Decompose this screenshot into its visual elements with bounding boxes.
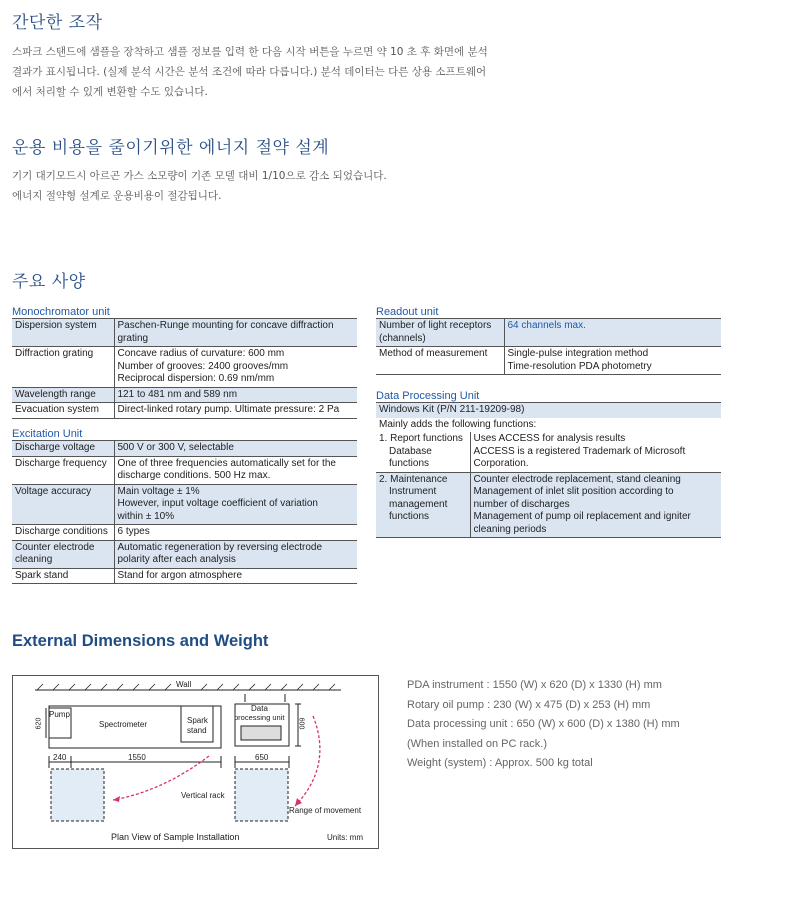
data-processing-heading: Data Processing Unit <box>376 390 480 402</box>
diagram-caption: Plan View of Sample Installation <box>111 832 240 842</box>
spec-key: Discharge voltage <box>12 441 114 457</box>
dimensions-list <box>407 676 787 774</box>
plan-view-diagram <box>12 675 379 849</box>
spec-value: 64 channels max. <box>504 319 721 347</box>
monochromator-table <box>12 318 357 419</box>
spec-key: Method of measurement <box>376 347 504 375</box>
dimension-line: PDA instrument : 1550 (W) x 620 (D) x 1330 (H) mm <box>407 679 662 691</box>
excitation-table <box>12 440 357 584</box>
stand-label: stand <box>187 726 207 735</box>
units-label: Units: mm <box>327 833 363 842</box>
data-processing-spec <box>376 390 721 538</box>
simple-operation-text <box>12 42 532 102</box>
spec-key: Dispersion system <box>12 319 114 347</box>
range-of-movement-label: Range of movement <box>289 806 362 815</box>
spec-value: 121 to 481 nm and 589 nm <box>114 387 357 403</box>
dimension-240: 240 <box>53 753 67 762</box>
spec-key: Diffraction grating <box>12 347 114 388</box>
monochromator-heading: Monochromator unit <box>12 306 110 318</box>
section-title-simple-operation: 간단한 조작 <box>12 13 103 33</box>
paragraph-line: 스파크 스탠드에 샘플을 장착하고 샘플 정보를 입력 한 다음 시작 버튼을 누르면 약 10 초 후 화면에 분석 <box>12 46 488 58</box>
excitation-spec <box>12 428 357 584</box>
spec-key: Voltage accuracy <box>12 484 114 525</box>
rack-area-left <box>51 769 104 821</box>
dimension-620: 620 <box>35 717 43 730</box>
dimension-600: 600 <box>297 717 305 730</box>
spec-key: Windows Kit (P/N 211-19209-98) <box>376 403 721 418</box>
spec-value: Main voltage ± 1% However, input voltage coefficient of variation within ± 10% <box>114 484 357 525</box>
monochromator-spec <box>12 306 357 419</box>
spec-key: Spark stand <box>12 568 114 584</box>
processing-unit-label: processing unit <box>234 713 285 722</box>
paragraph-line: 에너지 절약형 설계로 운용비용이 절감됩니다. <box>12 190 222 202</box>
paragraph-line: 기기 대기모드시 아르곤 가스 소모량이 기존 모델 대비 1/10으로 감소 되었습니다. <box>12 170 387 182</box>
spec-value: 500 V or 300 V, selectable <box>114 441 357 457</box>
data-label: Data <box>251 704 268 713</box>
spec-value: Single-pulse integration method Time-resolution PDA photometry <box>504 347 721 375</box>
spec-key: Evacuation system <box>12 403 114 419</box>
spec-key: Number of light receptors (channels) <box>376 319 504 347</box>
paragraph-line: 에서 처리할 수 있게 변환할 수도 있습니다. <box>12 86 208 98</box>
spark-label: Spark <box>187 716 208 725</box>
section-title-energy-saving: 운용 비용을 줄이기위한 에너지 절약 설계 <box>12 138 330 158</box>
data-processing-table <box>376 402 721 538</box>
dimension-line: Weight (system) : Approx. 500 kg total <box>407 757 593 769</box>
spec-key: Discharge frequency <box>12 456 114 484</box>
spec-value: Mainly adds the following functions: <box>379 418 537 430</box>
vertical-rack-label: Vertical rack <box>181 791 225 800</box>
dimension-line: (When installed on PC rack.) <box>407 737 547 750</box>
dimension-line: Data processing unit : 650 (W) x 600 (D) x 1380 (H) mm <box>407 718 680 730</box>
diagram-drawing <box>13 676 378 848</box>
spec-key: 2. Maintenance Instrument management functions <box>376 472 470 538</box>
spec-value: Concave radius of curvature: 600 mm Number of grooves: 2400 grooves/mm Reciprocal dispersion: 0.69 nm/mm <box>114 347 357 388</box>
spec-value: Automatic regeneration by reversing electrode polarity after each analysis <box>114 540 357 568</box>
spec-key: Counter electrode cleaning <box>12 540 114 568</box>
spec-value: Stand for argon atmosphere <box>114 568 357 584</box>
section-title-specifications: 주요 사양 <box>12 272 86 292</box>
spec-value: Counter electrode replacement, stand cleaning Management of inlet slit position according to number of discharges Management of pump oil replacement and igniter cleaning periods <box>470 472 721 538</box>
section-title-external-dimensions: External Dimensions and Weight <box>12 632 269 650</box>
spec-value: Direct-linked rotary pump. Ultimate pressure: 2 Pa <box>114 403 357 419</box>
readout-spec <box>376 306 721 375</box>
excitation-heading: Excitation Unit <box>12 428 83 440</box>
spec-value: Paschen-Runge mounting for concave diffraction grating <box>114 319 357 347</box>
spec-value: One of three frequencies automatically set for the discharge conditions. 500 Hz max. <box>114 456 357 484</box>
wall-label: Wall <box>176 680 192 689</box>
dimension-line: Rotary oil pump : 230 (W) x 475 (D) x 253 (H) mm <box>407 698 651 711</box>
paragraph-line: 결과가 표시됩니다. (실제 분석 시간은 분석 조건에 따라 다릅니다.) 분석 데이터는 다른 상용 소프트웨어 <box>12 66 487 78</box>
rack-area-right <box>235 769 288 821</box>
readout-table <box>376 318 721 375</box>
spec-key: 1. Report functions Database functions <box>376 432 470 472</box>
keyboard <box>241 726 281 740</box>
spectrometer-label: Spectrometer <box>99 720 148 729</box>
spec-key: Discharge conditions <box>12 525 114 541</box>
energy-saving-text <box>12 166 532 206</box>
spec-key: Wavelength range <box>12 387 114 403</box>
dimension-1550: 1550 <box>128 753 146 762</box>
dimension-650: 650 <box>255 753 269 762</box>
readout-heading: Readout unit <box>376 306 439 318</box>
pump-label: Pump <box>49 710 70 719</box>
spec-value: 6 types <box>114 525 357 541</box>
spec-value: Uses ACCESS for analysis results ACCESS is a registered Trademark of Microsoft Corporation. <box>473 433 686 469</box>
